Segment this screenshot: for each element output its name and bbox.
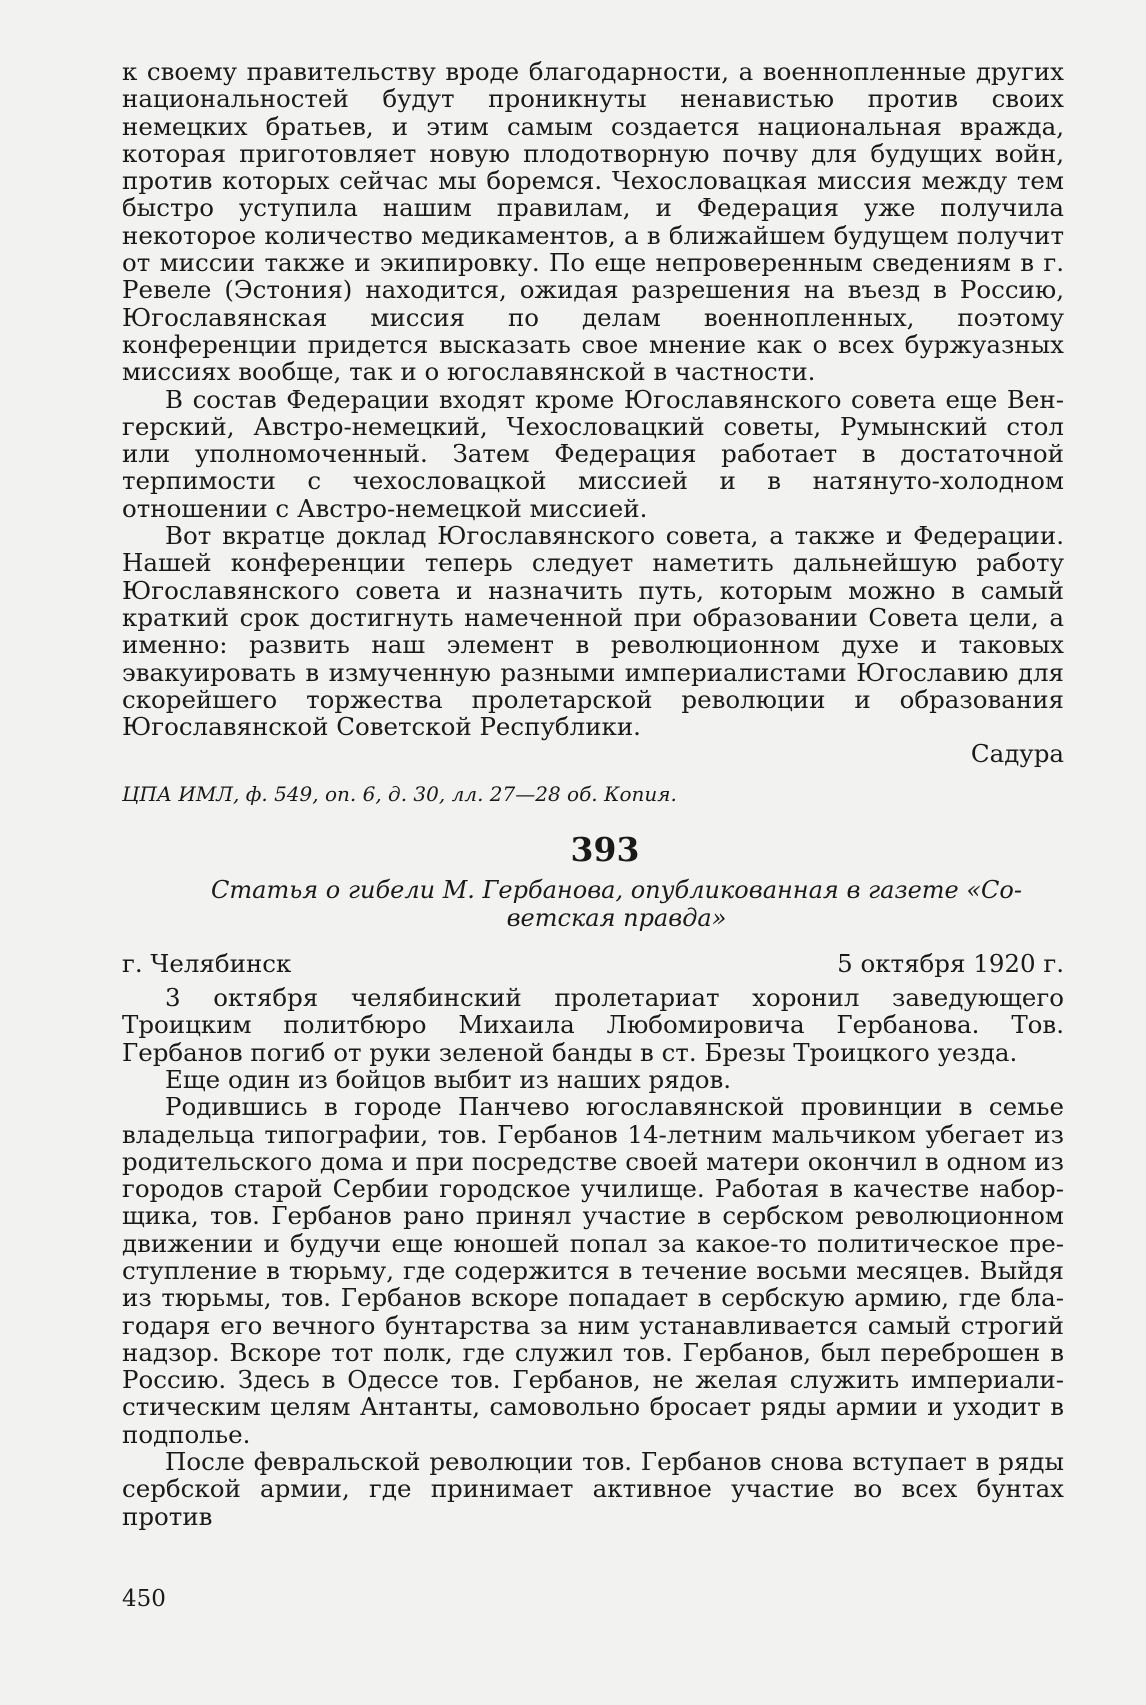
- place: г. Челябинск: [122, 948, 292, 978]
- place-date-line: [122, 950, 1064, 977]
- paragraph-funeral: 3 октября челябинский пролетариат хоронил заведующего Троицким политбюро Михаила Любомировича Гербанова. Тов. Гербанов погиб от руки зеленой банды в ст. Брезы Троицкого уезда.: [122, 983, 1064, 1067]
- archive-source: ЦПА ИМЛ, ф. 549, оп. 6, д. 30, лл. 27—28 об. Копия.: [122, 781, 677, 806]
- document-title: Статья о гибели М. Гербанова, опубликованная в газете «Советская правда»: [211, 875, 1022, 932]
- signature: Садура: [970, 739, 1064, 769]
- paragraph-continuation: к своему правительству вроде благодарности, а военнопленные других национальностей будут проникнуты ненавистью против своих немецких братьев, и этим самым создается национальная вражда, которая приготовляет новую плодотворную почву для будущих войн, против которых сейчас мы боремся. Чехословацкая миссия между тем быстро уступила нашим правилам, и Федерация уже получила некоторое количество медикаментов, а в ближайшем будущем получит от миссии также и экипировку. По еще непроверенным сведениям в г. Ревеле (Эстония) находится, ожидая разрешения на въезд в Россию, Югославянская миссия по делам военнопленных, поэтому конференции придется высказать свое мнение как о всех буржуазных миссиях вообще, так и о югославянской в частности.: [122, 57, 1064, 387]
- paragraph-conclusion: Вот вкратце доклад Югославянского совета, а также и Федерации. Нашей конференции теперь следует наметить дальнейшую работу Югославянского совета и назначить путь, которым можно в самый краткий срок достигнуть намеченной при образовании Совета цели, а именно: развить наш элемент в революционном духе и таковых эвакуировать в измученную разными империалистами Югославию для скорейшего торжества пролетарской революции и образования Югославянской Советской Республики.: [122, 521, 1064, 742]
- document-number: 393: [570, 829, 640, 869]
- paragraph-biography: Родившись в городе Панчево югославянской провинции в семье владельца типографии, тов. Гербанов 14-летним мальчиком убегает из родительского дома и при посредстве своей матери окончил в одном из городов старой Сербии городское училище. Работая в качестве наборщика, тов. Гербанов рано принял участие в сербском революционном движении и будучи еще юношей попал за какое-то политическое преступление в тюрьму, где содержится в течение восьми месяцев. Выйдя из тюрьмы, тов. Гербанов вскоре попадает в сербскую армию, где благодаря его вечного бунтарства за ним устанавливается самый строгий надзор. Вскоре тот полк, где служил тов. Гербанов, был переброшен в Россию. Здесь в Одессе тов. Гербанов, не желая служить империалистическим целям Антанты, самовольно бросает ряды армии и уходит в подполье.: [122, 1092, 1064, 1449]
- page-content: [122, 58, 1064, 1530]
- page-number: 450: [122, 1586, 166, 1612]
- paragraph-federation-members: В состав Федерации входят кроме Югославянского совета еще Венгерский, Австро-немецкий, Чехословацкий советы, Румынский стол или уполномоченный. Затем Федерация работает в достаточной терпимости с чехословацкой миссией и в натянуто-холодном отношении с Австро-немецкой миссией.: [122, 384, 1064, 523]
- paragraph-after-revolution: После февральской революции тов. Гербанов снова вступает в ряды сербской армии, где принимает активное участие во всех бунтах против: [122, 1447, 1064, 1531]
- paragraph-fighter: Еще один из бойцов выбит из наших рядов.: [165, 1064, 732, 1094]
- date: 5 октября 1920 г.: [837, 948, 1064, 978]
